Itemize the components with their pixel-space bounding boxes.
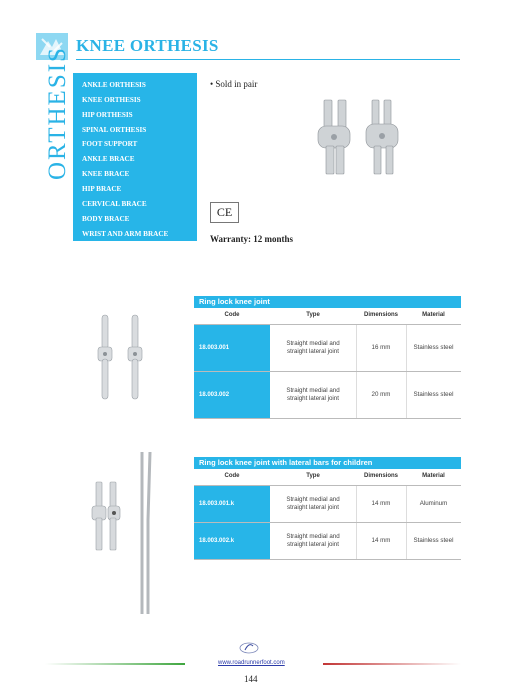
type-line: Straight medial and [286,387,340,394]
type-cell [270,533,356,549]
title-divider [76,59,460,60]
type-line: straight lateral joint [287,395,339,402]
dimensions-cell: 14 mm [371,500,391,507]
product-code: 18.003.002.k [199,538,235,544]
menu-item-spinal-orthesis[interactable]: SPINAL ORTHESIS [82,126,147,134]
menu-item-ankle-brace[interactable]: ANKLE BRACE [82,155,135,163]
header-material: Material [422,473,445,479]
material-cell: Stainless steel [413,344,454,351]
section-side-label: ORTHESIS [44,46,71,180]
code-cell [194,372,270,418]
code-cell [194,486,270,522]
table-title: Ring lock knee joint [194,296,461,308]
menu-item-ankle-orthesis[interactable]: ANKLE ORTHESIS [82,81,146,89]
menu-item-wrist-arm-brace[interactable]: WRIST AND ARM BRACE [82,230,169,238]
type-cell [270,387,356,403]
menu-item-body-brace[interactable]: BODY BRACE [82,215,130,223]
menu-item-hip-brace[interactable]: HIP BRACE [82,185,122,193]
product-code: 18.003.001 [199,345,230,351]
table-row [194,523,461,560]
table-header [194,308,461,325]
footer-website-link[interactable]: www.roadrunnerfoot.com [218,660,285,666]
header-dimensions: Dimensions [363,312,398,318]
children-joint-table [194,457,461,561]
children-lateral-bars-image [86,450,166,616]
header-code: Code [224,312,240,318]
menu-item-foot-support[interactable]: FOOT SUPPORT [82,140,138,148]
type-line: Straight medial and [286,340,340,347]
header-material: Material [422,312,445,318]
ce-mark: CE [210,202,239,223]
table-header [194,469,461,486]
dimensions-cell: 16 mm [371,344,391,351]
type-cell [270,340,356,356]
table-row [194,372,461,419]
table-row [194,486,461,523]
dimensions-cell: 20 mm [371,391,391,398]
knee-joint-pair-image [310,98,410,178]
type-line: Straight medial and [286,533,340,540]
warranty-text: Warranty: 12 months [210,234,293,244]
table-title: Ring lock knee joint with lateral bars for children [194,457,461,469]
sold-in-pair-note: • Sold in pair [210,79,258,89]
material-cell: Aluminum [419,500,448,507]
menu-item-knee-brace[interactable]: KNEE BRACE [82,170,130,178]
page-number: 144 [244,674,258,684]
menu-item-cervical-brace[interactable]: CERVICAL BRACE [82,200,147,208]
footer-rule-right [323,663,461,665]
type-cell [270,496,356,512]
header-type: Type [306,312,320,318]
footer-logo-icon [239,640,259,655]
category-menu [73,73,197,241]
type-line: straight lateral joint [287,541,339,548]
header-dimensions: Dimensions [363,473,398,479]
ring-lock-table [194,296,461,420]
ring-lock-joint-image [92,313,160,405]
dimensions-cell: 14 mm [371,537,391,544]
type-line: straight lateral joint [287,504,339,511]
type-line: Straight medial and [286,496,340,503]
header-type: Type [306,473,320,479]
menu-item-hip-orthesis[interactable]: HIP ORTHESIS [82,111,133,119]
product-code: 18.003.002 [199,392,230,398]
menu-item-knee-orthesis[interactable]: KNEE ORTHESIS [82,96,141,104]
material-cell: Stainless steel [413,537,454,544]
page-title: KNEE ORTHESIS [76,36,219,55]
footer-rule-left [45,663,185,665]
table-row [194,325,461,372]
type-line: straight lateral joint [287,348,339,355]
header-code: Code [224,473,240,479]
code-cell [194,523,270,559]
code-cell [194,325,270,371]
material-cell: Stainless steel [413,391,454,398]
product-code: 18.003.001.k [199,501,235,507]
